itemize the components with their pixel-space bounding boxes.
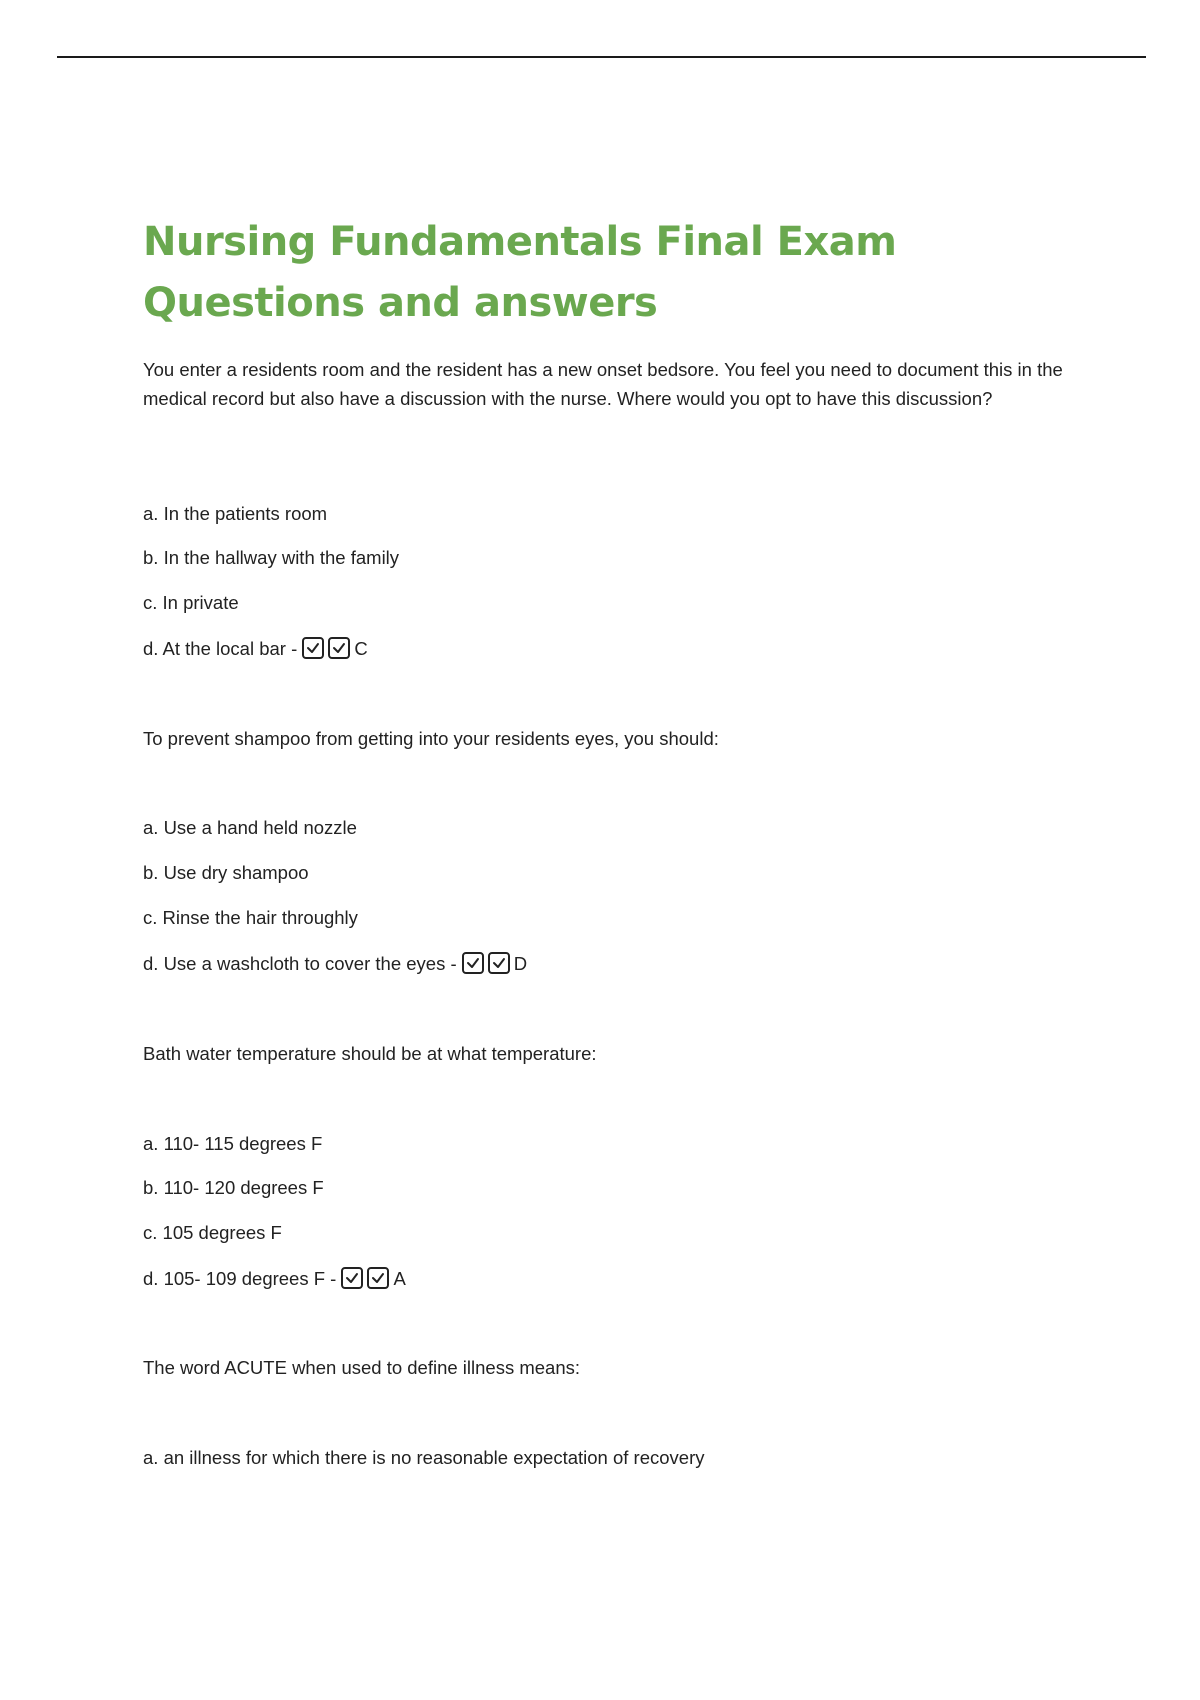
question-4-option-a: a. an illness for which there is no reasonable expectation of recovery — [143, 1447, 705, 1468]
question-2-option-a: a. Use a hand held nozzle — [143, 817, 357, 838]
answer-letter: D — [513, 953, 528, 974]
question-1-option-c: c. In private — [143, 592, 239, 613]
question-2-option-d — [143, 949, 1078, 978]
answer-letter: C — [354, 638, 368, 659]
question-2-text: To prevent shampoo from getting into your residents eyes, you should: — [143, 728, 719, 749]
checkbox-checked-icon — [462, 952, 484, 974]
question-3-option-d — [143, 1264, 1078, 1293]
page-title: Nursing Fundamentals Final Exam Questions and answers — [143, 219, 897, 326]
checkbox-checked-icon — [341, 1267, 363, 1289]
option-label: d. 105- 109 degrees F - — [143, 1268, 337, 1289]
question-3-option-a: a. 110- 115 degrees F — [143, 1133, 323, 1154]
question-1-option-b: b. In the hallway with the family — [143, 547, 400, 568]
header-rule — [57, 56, 1146, 58]
checkbox-checked-icon — [328, 637, 350, 659]
checkbox-checked-icon — [302, 637, 324, 659]
question-2-option-c: c. Rinse the hair throughly — [143, 907, 358, 928]
question-3-text: Bath water temperature should be at what temperature: — [143, 1043, 597, 1064]
checkbox-checked-icon — [367, 1267, 389, 1289]
question-4-text: The word ACUTE when used to define illness means: — [143, 1357, 581, 1378]
checkbox-checked-icon — [488, 952, 510, 974]
question-1-text: You enter a residents room and the resident has a new onset bedsore. You feel you need to document this in the medical record but also have a discussion with the nurse. Where would you opt to have this discussion? — [143, 359, 1063, 409]
option-label: d. At the local bar - — [143, 638, 298, 659]
question-3-option-c: c. 105 degrees F — [143, 1222, 282, 1243]
option-label: d. Use a washcloth to cover the eyes - — [143, 953, 457, 974]
answer-letter: A — [393, 1268, 406, 1289]
question-1-option-d — [143, 634, 1078, 663]
question-2-option-b: b. Use dry shampoo — [143, 862, 309, 883]
question-3-option-b: b. 110- 120 degrees F — [143, 1177, 324, 1198]
question-1-option-a: a. In the patients room — [143, 503, 328, 524]
